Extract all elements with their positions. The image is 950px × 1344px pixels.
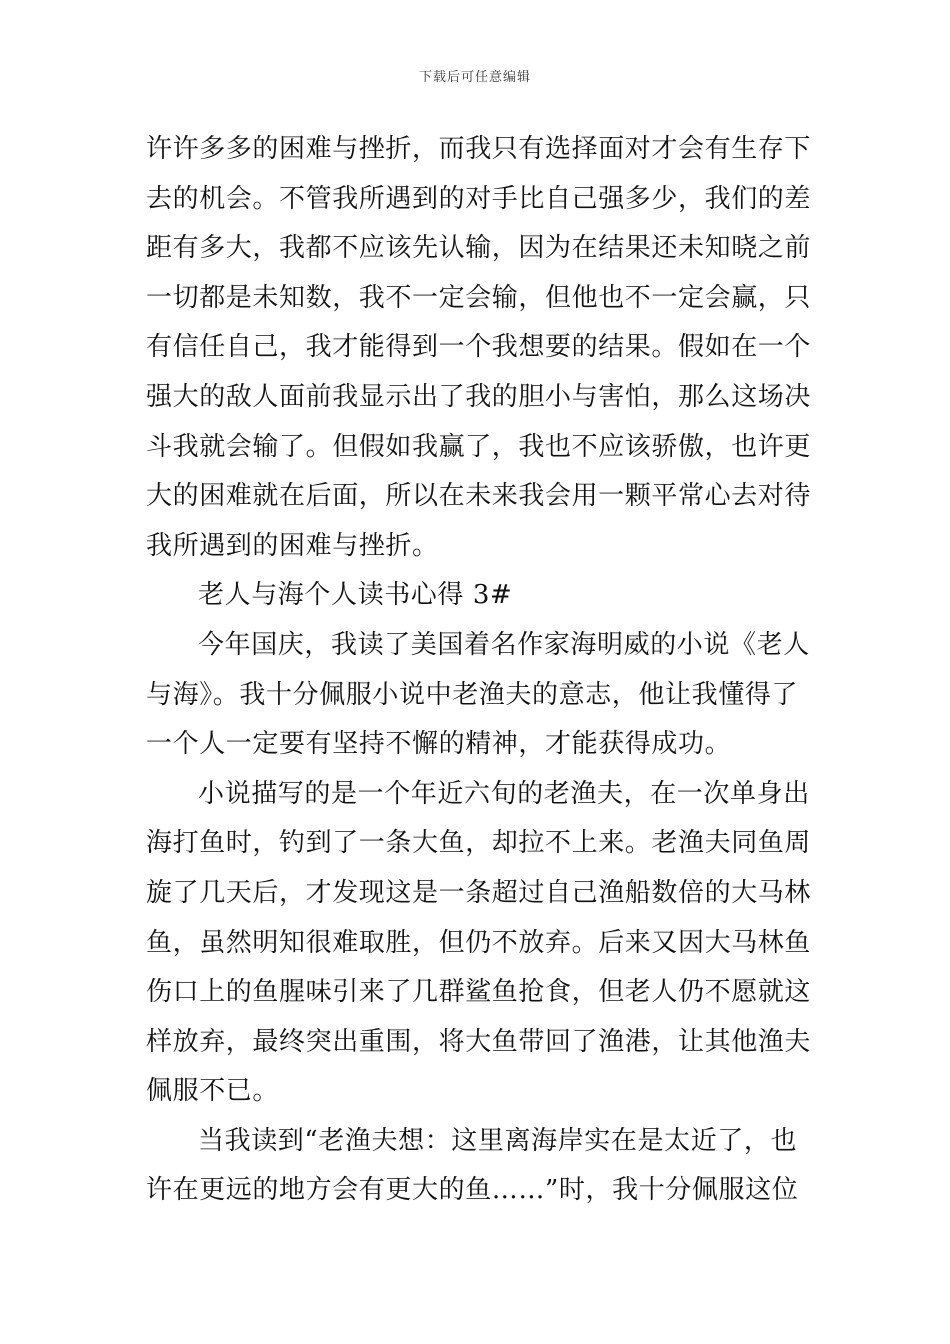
text-line: 旋了几天后，才发现这是一条超过自己渔船数倍的大马林 xyxy=(146,877,812,908)
text-line: 一个人一定要有坚持不懈的精神，才能获得成功。 xyxy=(146,729,732,760)
text-line: 距有多大，我都不应该先认输，因为在结果还未知晓之前 xyxy=(146,233,812,264)
text-line: 强大的敌人面前我显示出了我的胆小与害怕，那么这场决 xyxy=(146,381,812,412)
section-heading xyxy=(146,571,810,621)
text-line: 与海》。我十分佩服小说中老渔夫的意志，他让我懂得了 xyxy=(146,679,799,710)
text-line: 大的困难就在后面，所以在未来我会用一颗平常心去对待 xyxy=(146,481,812,512)
text-line: 今年国庆，我读了美国着名作家海明威的小说《老人 xyxy=(198,629,810,660)
text-line: 我所遇到的困难与挫折。 xyxy=(146,530,439,561)
text-line: 鱼，虽然明知很难取胜，但仍不放弃。后来又因大马林鱼 xyxy=(146,927,812,958)
text-line: 当我读到“老渔夫想：这里离海岸实在是太近了，也 xyxy=(198,1125,798,1156)
text-line: 海打鱼时，钓到了一条大鱼，却拉不上来。老渔夫同鱼周 xyxy=(146,828,812,859)
page-header-note: 下载后可任意编辑 xyxy=(418,70,531,85)
text-line: 佩服不已。 xyxy=(146,1076,280,1107)
document-body xyxy=(146,125,810,1216)
text-line: 一切都是未知数，我不一定会输，但他也不一定会赢，只 xyxy=(146,282,812,313)
text-line: 去的机会。不管我所遇到的对手比自己强多少，我们的差 xyxy=(146,183,812,214)
paragraph xyxy=(146,1117,810,1216)
paragraph xyxy=(146,621,810,770)
text-line: 斗我就会输了。但假如我赢了，我也不应该骄傲，也许更 xyxy=(146,431,812,462)
text-line: 许许多多的困难与挫折，而我只有选择面对才会有生存下 xyxy=(146,134,812,164)
text-line: 有信任自己，我才能得到一个我想要的结果。假如在一个 xyxy=(146,332,812,363)
paragraph xyxy=(146,770,810,1117)
text-line: 小说描写的是一个年近六旬的老渔夫，在一次单身出 xyxy=(198,778,810,809)
text-line: 许在更远的地方会有更大的鱼……”时，我十分佩服这位 xyxy=(146,1175,799,1206)
text-line: 伤口上的鱼腥味引来了几群鲨鱼抢食，但老人仍不愿就这 xyxy=(146,977,812,1008)
text-line: 样放弃，最终突出重围，将大鱼带回了渔港，让其他渔夫 xyxy=(146,1026,812,1057)
heading-line: 老人与海个人读书心得 3# xyxy=(198,580,513,611)
paragraph xyxy=(146,125,810,571)
